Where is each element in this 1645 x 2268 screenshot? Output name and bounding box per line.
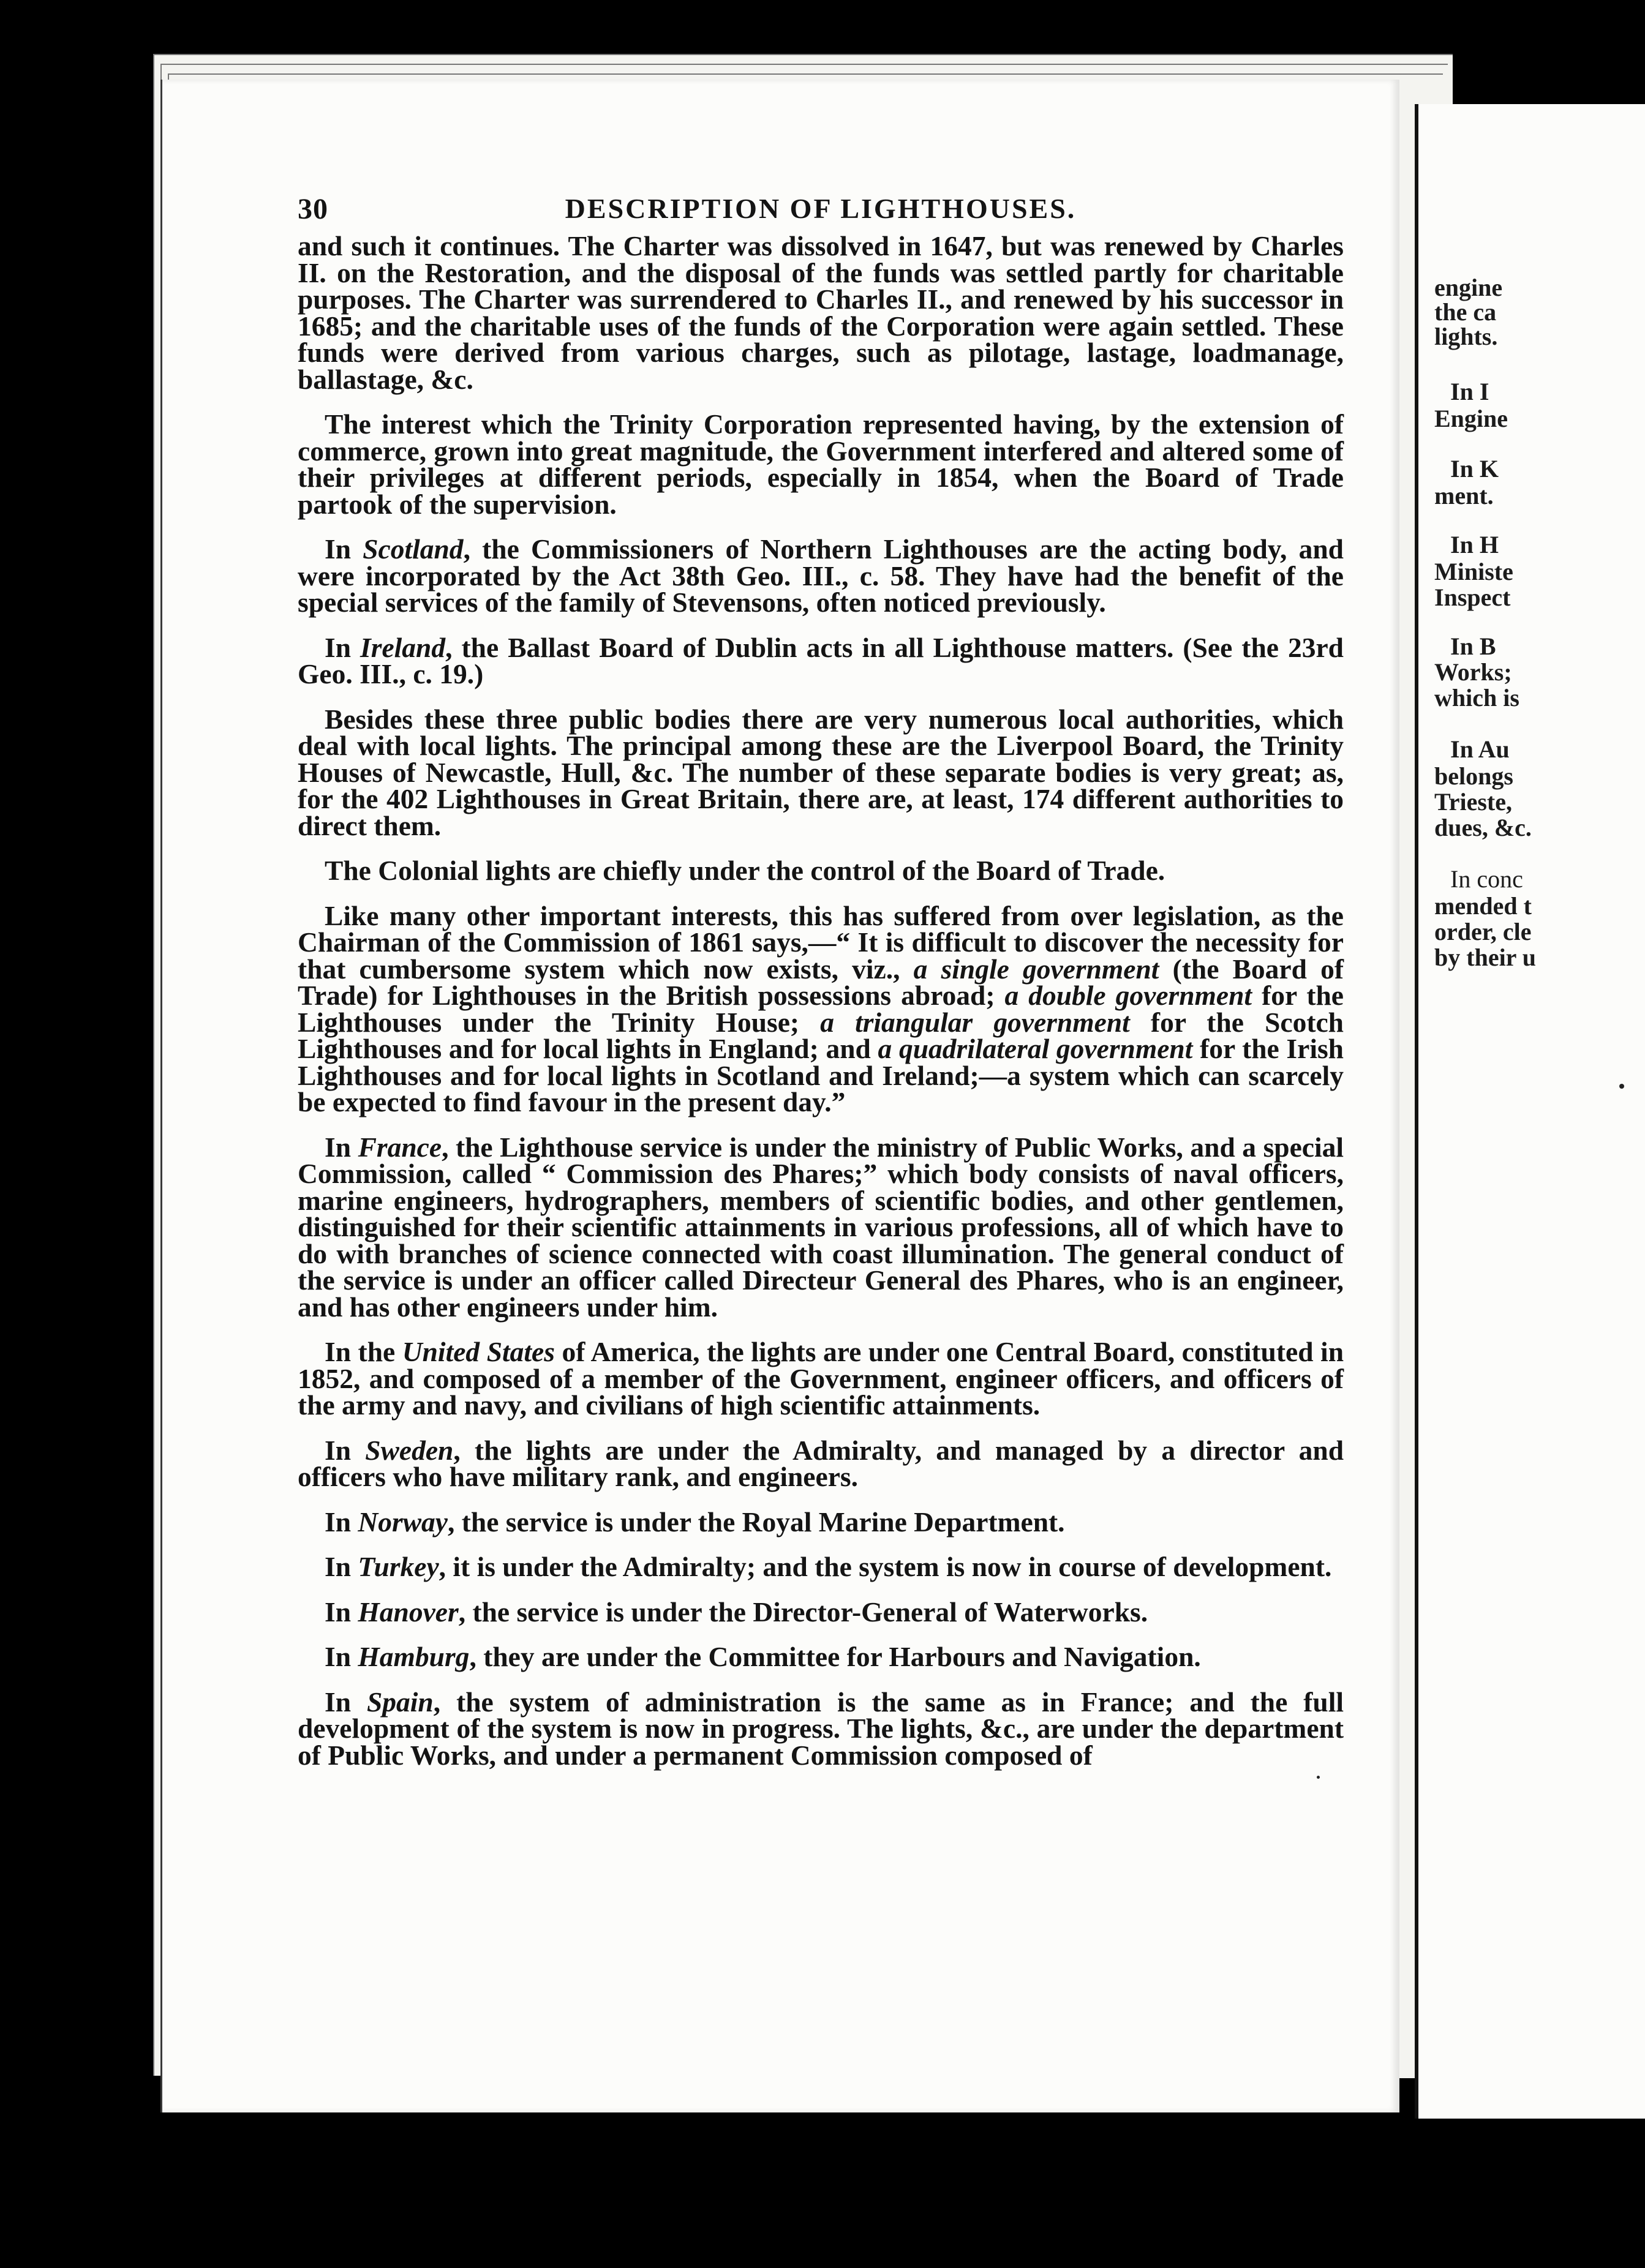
emphasis: a quadrilateral government (878, 1033, 1193, 1064)
paragraph (298, 899, 1344, 1117)
paragraph-lead: In (325, 1686, 367, 1718)
facing-page-line: mended t (1434, 892, 1532, 920)
paragraph (298, 230, 1344, 395)
text-block (298, 184, 1344, 1787)
emphasis: a double government (1004, 980, 1252, 1011)
facing-page-line: Engine (1434, 405, 1508, 432)
paragraph (298, 1643, 1344, 1670)
facing-page (1415, 104, 1645, 2119)
facing-page-line: engine (1434, 274, 1503, 301)
emphasis: a triangular government (820, 1006, 1130, 1038)
paragraph (298, 1596, 1344, 1628)
paragraph-lead: In (325, 631, 361, 663)
paragraph-text: , the lights are under the Admiralty, and managed by a director and officers who have military rank, and engineers. (298, 1434, 1344, 1492)
paragraph-lead: In (325, 1131, 358, 1163)
paragraph-text: for the Irish Lighthouses and for local lights in Scotland and Ireland;—a system which can scarcely be expected to find favour in the present day.” (298, 1033, 1344, 1117)
paragraph (298, 631, 1344, 689)
paragraph (298, 1336, 1344, 1421)
paragraph-text: , the system of administration is the same as in France; and the full development of the system is now in progress. The lights, &c., are under the department of Public Works, and under a permanent Commission composed of (298, 1686, 1344, 1771)
paragraph-text: , they are under the Committee for Harbours and Navigation. (469, 1641, 1201, 1672)
paragraph (298, 1434, 1344, 1492)
paragraph-lead: In (325, 1596, 358, 1628)
facing-page-line: lights. (1434, 323, 1498, 350)
facing-page-line: dues, &c. (1434, 814, 1532, 841)
page-number: 30 (298, 193, 328, 225)
paragraph (298, 857, 1344, 884)
paragraph-lead: In (325, 1434, 366, 1466)
paragraph-text: and such it continues. The Charter was dissolved in 1647, but was renewed by Charles II. on the Restoration, and the disposal of the funds was settled partly for charitable purposes. The Charter was surrendered to Charles II., and renewed by his successor in 1685; and the charitable uses of the funds of the Corporation were again settled. These funds were derived from various charges, such as pilotage, lastage, loadmanage, ballastage, &c. (298, 230, 1344, 395)
place-name: Spain (366, 1686, 434, 1718)
facing-page-line: ment. (1434, 482, 1494, 509)
place-name: Sweden (365, 1434, 454, 1466)
paragraph (298, 703, 1344, 841)
place-name: Scotland (363, 533, 464, 565)
running-title: DESCRIPTION OF LIGHTHOUSES. (565, 193, 1077, 224)
facing-page-line: Ministe (1434, 558, 1513, 585)
paragraph-text: for the Lighthouses under the Trinity House; (298, 980, 1344, 1038)
paragraph (298, 1131, 1344, 1323)
paragraph-text: Besides these three public bodies there are very numerous local authorities, which deal with local lights. The principal among these are the Liverpool Board, the Trinity Houses of Newcastle, Hull, &c. The number of these separate bodies is very great; as, for the 402 Lighthouses in Great Britain, there are, at least, 174 different authorities to direct them. (298, 703, 1344, 841)
facing-page-line: Inspect (1434, 584, 1511, 611)
facing-page-line: In K (1450, 455, 1499, 483)
place-name: Norway (358, 1506, 448, 1538)
facing-page-line: which is (1434, 684, 1519, 712)
facing-page-line: In I (1450, 378, 1489, 405)
facing-page-line: In B (1450, 633, 1496, 660)
page-header (298, 184, 1344, 233)
paragraph-text: , the Commissioners of Northern Lighthouses are the acting body, and were incorporated by the Act 38th Geo. III., c. 58. They have had the benefit of the special services of the family of Stevensons, often noticed previously. (298, 533, 1344, 618)
paragraph-text: (the Board of Trade) for Lighthouses in the British possessions abroad; (298, 953, 1344, 1011)
facing-page-line: In conc (1450, 865, 1523, 893)
facing-page-line: Works; (1434, 658, 1512, 686)
facing-page-line: In Au (1450, 735, 1510, 763)
place-name: Ireland (360, 631, 446, 663)
paragraph-text: , the Ballast Board of Dublin acts in all Lighthouse matters. (See the 23rd Geo. III., c. 19.) (298, 631, 1344, 689)
place-name: United States (402, 1336, 555, 1367)
facing-page-line: the ca (1434, 298, 1497, 326)
facing-page-line: by their u (1434, 944, 1536, 971)
paragraph-text: of America, the lights are under one Central Board, constituted in 1852, and composed of a member of the Government, engineer officers, and officers of the army and navy, and civilians of high scientific attainments. (298, 1336, 1344, 1421)
place-name: France (358, 1131, 442, 1163)
paragraph-text: for the Scotch Lighthouses and for local lights in England; and (298, 1006, 1344, 1064)
facing-page-line: order, cle (1434, 918, 1532, 945)
paragraph-text: Like many other important interests, this has suffered from over legislation, as the Chairman of the Commission of 1861 says,—“ It is difficult to discover the necessity for that cumbersome system which now exists, viz., (298, 899, 1344, 985)
paragraph-lead: In (325, 1506, 358, 1538)
paragraph (298, 1686, 1344, 1771)
paragraph-text: , the service is under the Director-General of Waterworks. (458, 1596, 1148, 1628)
paragraph (298, 1553, 1344, 1580)
paragraph (298, 1506, 1344, 1538)
paragraph-text: The interest which the Trinity Corporation represented having, by the extension of commerce, grown into great magnitude, the Government interfered and altered some of their privileges at different periods, especially in 1854, when the Board of Trade partook of the supervision. (298, 408, 1344, 520)
facing-page-line: belongs (1434, 762, 1513, 790)
paragraph-text: , the Lighthouse service is under the ministry of Public Works, and a special Commission, called “ Commission des Phares;” which body consists of naval officers, marine engineers, hydrographers, members of scientific bodies, and other gentlemen, distinguished for their scientific attainments in various professions, all of which have to do with branches of science connected with coast illumination. The general conduct of the service is under an officer called Directeur General des Phares, who is an engineer, and has other engineers under him. (298, 1131, 1344, 1323)
place-name: Turkey (358, 1551, 439, 1582)
facing-page-line: Trieste, (1434, 788, 1512, 816)
paragraph (298, 408, 1344, 520)
paragraph-lead: In (325, 1551, 358, 1582)
place-name: Hamburg (358, 1641, 470, 1672)
paragraph-text: , it is under the Admiralty; and the system is now in course of development. (439, 1551, 1332, 1582)
emphasis: a single government (913, 953, 1159, 985)
paragraph-lead: In (325, 533, 363, 565)
facing-page-line: In H (1450, 531, 1499, 558)
paragraph-text: The Colonial lights are chiefly under the control of the Board of Trade. (325, 855, 1165, 886)
paragraph-lead: In the (325, 1336, 402, 1367)
paragraph-text: , the service is under the Royal Marine Department. (448, 1506, 1065, 1538)
paragraph (298, 533, 1344, 618)
paragraph-lead: In (325, 1641, 358, 1672)
print-speck (1619, 1084, 1624, 1089)
place-name: Hanover (358, 1596, 459, 1628)
